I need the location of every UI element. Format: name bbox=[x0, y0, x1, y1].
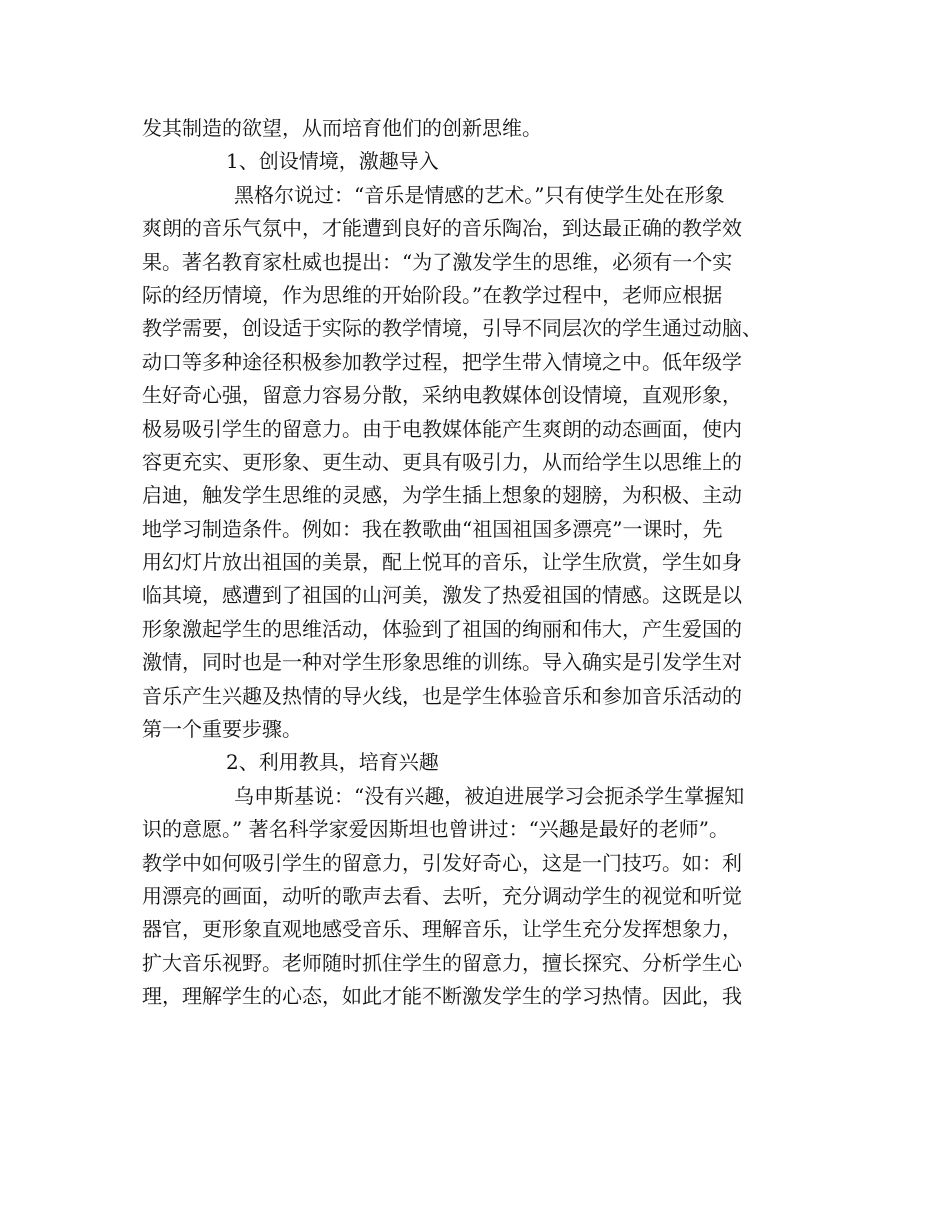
text-line: 扩大音乐视野。老师随时抓住学生的留意力，擅长探究、分析学生心 bbox=[142, 950, 742, 975]
text-line: 际的经历情境，作为思维的开始阶段。”在教学过程中，老师应根据 bbox=[142, 282, 723, 307]
text-line: 形象激起学生的思维活动，体验到了祖国的绚丽和伟大，产生爱国的 bbox=[142, 616, 742, 641]
text-line: 容更充实、更形象、更生动、更具有吸引力，从而给学生以思维上的 bbox=[142, 449, 742, 474]
text-line: 理，理解学生的心态，如此才能不断激发学生的学习热情。因此，我 bbox=[142, 984, 742, 1009]
text-line: 用漂亮的画面，动听的歌声去看、去听，充分调动学生的视觉和听觉 bbox=[142, 883, 742, 908]
text-line: 极易吸引学生的留意力。由于电教媒体能产生爽朗的动态画面，使内 bbox=[142, 416, 742, 441]
text-line: 动口等多种途径积极参加教学过程，把学生带入情境之中。低年级学 bbox=[142, 349, 742, 374]
text-line: 临其境，感遭到了祖国的山河美，激发了热爱祖国的情感。这既是以 bbox=[142, 583, 742, 608]
body-text bbox=[142, 112, 822, 1014]
text-line: 发其制造的欲望，从而培育他们的创新思维。 bbox=[142, 116, 542, 140]
text-line: 爽朗的音乐气氛中，才能遭到良好的音乐陶冶，到达最正确的教学效 bbox=[142, 216, 742, 241]
text-line: 果。著名教育家杜威也提出：“为了激发学生的思维，必须有一个实 bbox=[142, 249, 733, 274]
text-line: 器官，更形象直观地感受音乐、理解音乐，让学生充分发挥想象力， bbox=[142, 917, 742, 942]
text-line: 地学习制造条件。例如：我在教歌曲“祖国祖国多漂亮”一课时，先 bbox=[142, 516, 723, 541]
text-line: 第一个重要步骤。 bbox=[142, 717, 302, 742]
text-line: 音乐产生兴趣及热情的导火线，也是学生体验音乐和参加音乐活动的 bbox=[142, 683, 742, 708]
text-line: 激情，同时也是一种对学生形象思维的训练。导入确实是引发学生对 bbox=[142, 650, 742, 675]
text-line: 启迪，触发学生思维的灵感，为学生插上想象的翅膀，为积极、主动 bbox=[142, 483, 742, 508]
paragraph-start: 乌申斯基说：“没有兴趣，被迫进展学习会扼杀学生掌握知 bbox=[234, 783, 745, 808]
section-heading-1: 1、创设情境，激趣导入 bbox=[226, 149, 439, 174]
section-heading-2: 2、利用教具，培育兴趣 bbox=[226, 750, 439, 775]
text-line: 生好奇心强，留意力容易分散，采纳电教媒体创设情境，直观形象， bbox=[142, 383, 742, 408]
text-line: 教学需要，创设适于实际的教学情境，引导不同层次的学生通过动脑、 bbox=[142, 316, 762, 341]
paragraph-start: 黑格尔说过：“音乐是情感的艺术。”只有使学生处在形象 bbox=[234, 182, 725, 207]
text-line: 用幻灯片放出祖国的美景，配上悦耳的音乐，让学生欣赏，学生如身 bbox=[142, 550, 742, 575]
text-line: 识的意愿。” 著名科学家爱因斯坦也曾讲过：“兴趣是最好的老师”。 bbox=[142, 817, 730, 842]
text-line: 教学中如何吸引学生的留意力，引发好奇心，这是一门技巧。如：利 bbox=[142, 850, 742, 875]
